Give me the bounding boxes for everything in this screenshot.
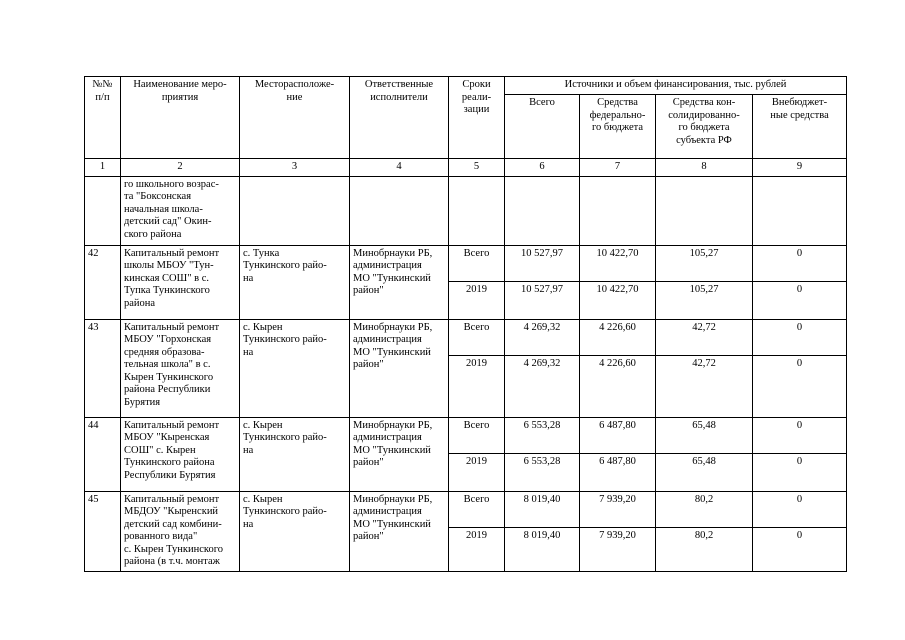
column-number: 3 [240,159,350,177]
cell-total: 6 553,28 [505,417,580,453]
cell-total: 6 553,28 [505,453,580,491]
column-number: 1 [85,159,121,177]
table-row [85,417,847,453]
cell-total: 10 527,97 [505,281,580,319]
cell-extrabudget: 0 [753,491,847,527]
column-number: 8 [656,159,753,177]
cell-federal: 6 487,80 [580,453,656,491]
cell-consolidated: 80,2 [656,527,753,571]
cell-term: Всего [449,245,505,281]
cell-term [449,176,505,245]
cell-consolidated: 65,48 [656,453,753,491]
cell-number: 43 [85,319,121,417]
cell-federal: 6 487,80 [580,417,656,453]
column-number: 2 [121,159,240,177]
cell-extrabudget [753,176,847,245]
header-extrabudget: Внебюджет- ные средства [753,95,847,159]
continuation-row [85,176,847,245]
financing-table [84,76,847,572]
cell-extrabudget: 0 [753,527,847,571]
cell-place: с. Кырен Тункинского райо- на [240,319,350,417]
cell-federal: 7 939,20 [580,491,656,527]
cell-term: 2019 [449,281,505,319]
cell-name: Капитальный ремонт школы МБОУ "Тун- кинская СОШ" в с. Тупка Тункинского района [121,245,240,319]
cell-number [85,176,121,245]
column-number: 5 [449,159,505,177]
cell-extrabudget: 0 [753,355,847,417]
cell-federal [580,176,656,245]
table-row [85,319,847,355]
header-responsible: Ответственные исполнители [350,77,449,159]
header-place: Месторасположе- ние [240,77,350,159]
cell-consolidated [656,176,753,245]
cell-extrabudget: 0 [753,245,847,281]
cell-extrabudget: 0 [753,453,847,491]
cell-total: 10 527,97 [505,245,580,281]
header-federal: Средства федерально- го бюджета [580,95,656,159]
cell-responsible: Минобрнауки РБ, администрация МО "Тункинский район" [350,319,449,417]
cell-responsible [350,176,449,245]
cell-total: 8 019,40 [505,491,580,527]
cell-responsible: Минобрнауки РБ, администрация МО "Тункинский район" [350,245,449,319]
table-row [85,245,847,281]
cell-extrabudget: 0 [753,417,847,453]
cell-name: Капитальный ремонт МБОУ "Горхонская средняя образова- тельная школа" в с. Кырен Тункинского района Республики Бурятия [121,319,240,417]
cell-consolidated: 105,27 [656,281,753,319]
cell-name: Капитальный ремонт МБДОУ "Кыренский детский сад комбини- рованного вида" с. Кырен Тункинского района (в т.ч. монтаж [121,491,240,571]
header-term: Сроки реали- зации [449,77,505,159]
header-total: Всего [505,95,580,159]
cell-consolidated: 80,2 [656,491,753,527]
cell-consolidated: 65,48 [656,417,753,453]
cell-consolidated: 105,27 [656,245,753,281]
cell-extrabudget: 0 [753,319,847,355]
cell-federal: 4 226,60 [580,355,656,417]
cell-total: 8 019,40 [505,527,580,571]
cell-term: Всего [449,491,505,527]
cell-responsible: Минобрнауки РБ, администрация МО "Тункинский район" [350,491,449,571]
cell-name: го школьного возрас- та "Боксонская начальная школа- детский сад" Окин- ского района [121,176,240,245]
table-row [85,491,847,527]
cell-name: Капитальный ремонт МБОУ "Кыренская СОШ" с. Кырен Тункинского района Республики Бурятия [121,417,240,491]
cell-number: 42 [85,245,121,319]
cell-federal: 7 939,20 [580,527,656,571]
cell-place: с. Кырен Тункинского райо- на [240,491,350,571]
cell-consolidated: 42,72 [656,355,753,417]
cell-place: с. Кырен Тункинского райо- на [240,417,350,491]
header-financing: Источники и объем финансирования, тыс. рублей [505,77,847,95]
column-number: 9 [753,159,847,177]
cell-federal: 4 226,60 [580,319,656,355]
column-number: 6 [505,159,580,177]
cell-place [240,176,350,245]
column-number: 7 [580,159,656,177]
column-number: 4 [350,159,449,177]
cell-federal: 10 422,70 [580,281,656,319]
cell-total: 4 269,32 [505,319,580,355]
header-number: №№ п/п [85,77,121,159]
cell-term: Всего [449,417,505,453]
cell-term: 2019 [449,355,505,417]
cell-number: 45 [85,491,121,571]
cell-total: 4 269,32 [505,355,580,417]
cell-term: Всего [449,319,505,355]
cell-consolidated: 42,72 [656,319,753,355]
cell-number: 44 [85,417,121,491]
cell-extrabudget: 0 [753,281,847,319]
cell-term: 2019 [449,527,505,571]
header-name: Наименование меро- приятия [121,77,240,159]
cell-term: 2019 [449,453,505,491]
cell-place: с. Тунка Тункинского райо- на [240,245,350,319]
header-consolidated: Средства кон- солидированно- го бюджета субъекта РФ [656,95,753,159]
cell-total [505,176,580,245]
cell-federal: 10 422,70 [580,245,656,281]
cell-responsible: Минобрнауки РБ, администрация МО "Тункинский район" [350,417,449,491]
